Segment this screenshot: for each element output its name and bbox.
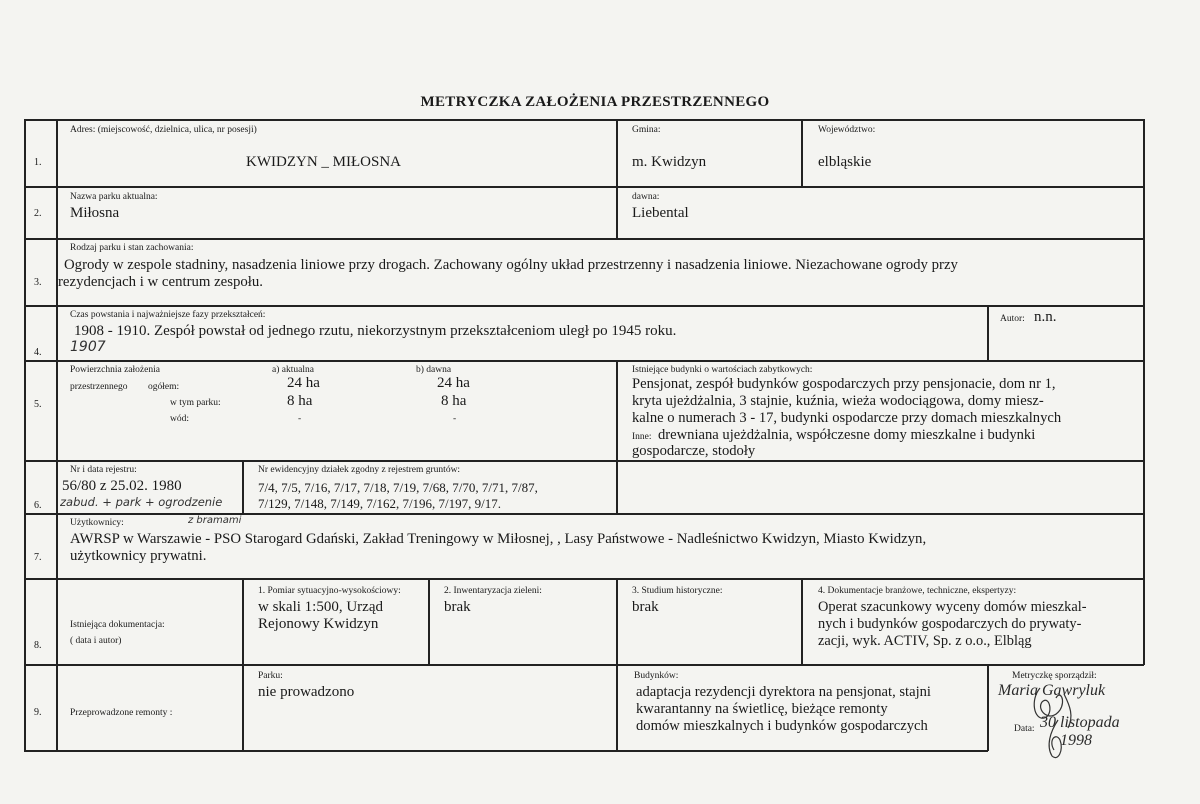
survey-line-1: w skali 1:500, Urząd <box>258 599 383 615</box>
other-buildings-label: Inne: <box>632 432 652 442</box>
plots-label: Nr ewidencyjny działek zgodny z rejestrem gruntów: <box>258 465 461 475</box>
date-label: Data: <box>1014 724 1035 734</box>
technical-docs-line-1: Operat szacunkowy wyceny domów mieszkal- <box>818 599 1087 615</box>
row-number-3: 3. <box>34 277 42 288</box>
documentation-label-1: Istniejąca dokumentacja: <box>70 620 165 630</box>
current-park: 8 ha <box>287 393 313 409</box>
plots-line-1: 7/4, 7/5, 7/16, 7/17, 7/18, 7/19, 7/68, 7/70, 7/71, 7/87, <box>258 480 538 495</box>
building-renovations-line-3: domów mieszkalnych i budynków gospodarczych <box>636 718 928 734</box>
row-number-1: 1. <box>34 157 42 168</box>
current-total: 24 ha <box>287 375 320 391</box>
park-name-label: Nazwa parku aktualna: <box>70 192 158 202</box>
technical-docs-line-2: nych i budynków gospodarczych do prywaty- <box>818 616 1082 632</box>
former-name-value: Liebental <box>632 205 689 221</box>
row-number-8: 8. <box>34 640 42 651</box>
technical-docs-label: 4. Dokumentacje branżowe, techniczne, ekspertyzy: <box>818 586 1017 596</box>
former-total: 24 ha <box>437 375 470 391</box>
historical-study-label: 3. Studium historyczne: <box>632 586 723 596</box>
row-number-9: 9. <box>34 707 42 718</box>
building-renovations-line-1: adaptacja rezydencji dyrektora na pensjonat, stajni <box>636 684 931 700</box>
author-label: Autor: <box>1000 314 1025 324</box>
renovations-label: Przeprowadzone remonty : <box>70 708 173 718</box>
buildings-line-1: Pensjonat, zespół budynków gospodarczych przy pensjonacie, dom nr 1, <box>632 376 1056 392</box>
gmina-value: m. Kwidzyn <box>632 154 707 170</box>
plots-line-2: 7/129, 7/148, 7/149, 7/162, 7/196, 7/197, 9/17. <box>258 496 502 511</box>
signature-scribble <box>1020 680 1090 764</box>
author-value: n.n. <box>1034 309 1057 325</box>
buildings-line-3: kalne o numerach 3 - 17, budynki ospodarcze przy domach mieszkalnych <box>632 410 1062 426</box>
history-label: Czas powstania i najważniejsze fazy przekształceń: <box>70 310 266 320</box>
row-number-4: 4. <box>34 347 42 358</box>
former-park: 8 ha <box>441 393 467 409</box>
prepared-by-label: Metryczkę sporządził: <box>1012 671 1097 681</box>
survey-line-2: Rejonowy Kwidzyn <box>258 616 379 632</box>
date-value: 30 listopada <box>1040 714 1120 731</box>
park-name-value: Miłosna <box>70 205 120 221</box>
buildings-line-2: kryta ujeżdżalnia, 3 stajnie, kuźnia, wieża wodociągowa, domy miesz- <box>632 393 1044 409</box>
users-line-1: AWRSP w Warszawie - PSO Starogard Gdański, Zakład Treningowy w Miłosnej, , Lasy Państwowe - Nadleśnictwo Kwidzyn, Miasto Kwidzyn, <box>70 531 927 547</box>
other-buildings-line-2: gospodarcze, stodoły <box>632 443 756 459</box>
park-type-line-1: Ogrody w zespole stadniny, nasadzenia liniowe przy drogach. Zachowany ogólny układ przestrzenny i nasadzenia liniowe. Niezachowane ogrody przy <box>64 257 958 273</box>
row-number-2: 2. <box>34 208 42 219</box>
voivodeship-label: Województwo: <box>818 125 876 135</box>
page-title: METRYCZKA ZAŁOŻENIA PRZESTRZENNEGO <box>420 94 770 110</box>
former-water: - <box>453 414 457 424</box>
voivodeship-value: elbląskie <box>818 154 872 170</box>
users-line-2: użytkownicy prywatni. <box>70 548 207 564</box>
area-total-label: ogółem: <box>148 382 180 392</box>
users-label: Użytkownicy: <box>70 518 124 528</box>
area-water-label: wód: <box>170 414 189 424</box>
historical-study-value: brak <box>632 599 659 615</box>
address-value: KWIDZYN _ MIŁOSNA <box>246 154 401 170</box>
current-water: - <box>298 414 302 424</box>
park-renovations-value: nie prowadzono <box>258 684 355 700</box>
registry-value: 56/80 z 25.02. 1980 <box>62 478 182 494</box>
greenery-inventory-value: brak <box>444 599 471 615</box>
history-value: 1908 - 1910. Zespół powstał od jednego rzutu, niekorzystnym przekształceniom uległ po 1945 roku. <box>74 323 677 339</box>
row-number-7: 7. <box>34 552 42 563</box>
area-label-2: przestrzennego <box>70 382 128 392</box>
park-renovations-label: Parku: <box>258 671 283 681</box>
documentation-label-2: ( data i autor) <box>70 636 122 646</box>
registry-handwritten-note: zabud. + park + ogrodzenie <box>60 495 223 509</box>
row-number-5: 5. <box>34 399 42 410</box>
park-type-line-2: rezydencjach i w centrum zespołu. <box>58 274 264 290</box>
row-number-6: 6. <box>34 500 42 511</box>
technical-docs-line-3: zacji, wyk. ACTIV, Sp. z o.o., Elbląg <box>818 633 1032 649</box>
buildings-label: Istniejące budynki o wartościach zabytkowych: <box>632 365 813 375</box>
history-handwritten-note: 1907 <box>70 339 106 355</box>
date-year: 1998 <box>1060 732 1092 749</box>
building-renovations-line-2: kwarantanny na świetlicę, bieżące remonty <box>636 701 888 717</box>
registry-handwritten-above: z bramami <box>188 515 242 526</box>
building-renovations-label: Budynków: <box>634 671 679 681</box>
former-header: b) dawna <box>416 365 452 375</box>
survey-label: 1. Pomiar sytuacyjno-wysokościowy: <box>258 586 401 596</box>
gmina-label: Gmina: <box>632 125 661 135</box>
registry-label: Nr i data rejestru: <box>70 465 137 475</box>
current-header: a) aktualna <box>272 365 314 375</box>
area-label-1: Powierzchnia założenia <box>70 365 160 375</box>
other-buildings-line-1: drewniana ujeżdżalnia, współczesne domy mieszkalne i budynki <box>658 427 1036 443</box>
area-park-label: w tym parku: <box>170 398 221 408</box>
prepared-by-value: Maria Gawryluk <box>998 682 1106 699</box>
former-name-label: dawna: <box>632 192 660 202</box>
address-label: Adres: (miejscowość, dzielnica, ulica, nr posesji) <box>70 125 257 135</box>
greenery-inventory-label: 2. Inwentaryzacja zieleni: <box>444 586 542 596</box>
park-type-label: Rodzaj parku i stan zachowania: <box>70 243 194 253</box>
